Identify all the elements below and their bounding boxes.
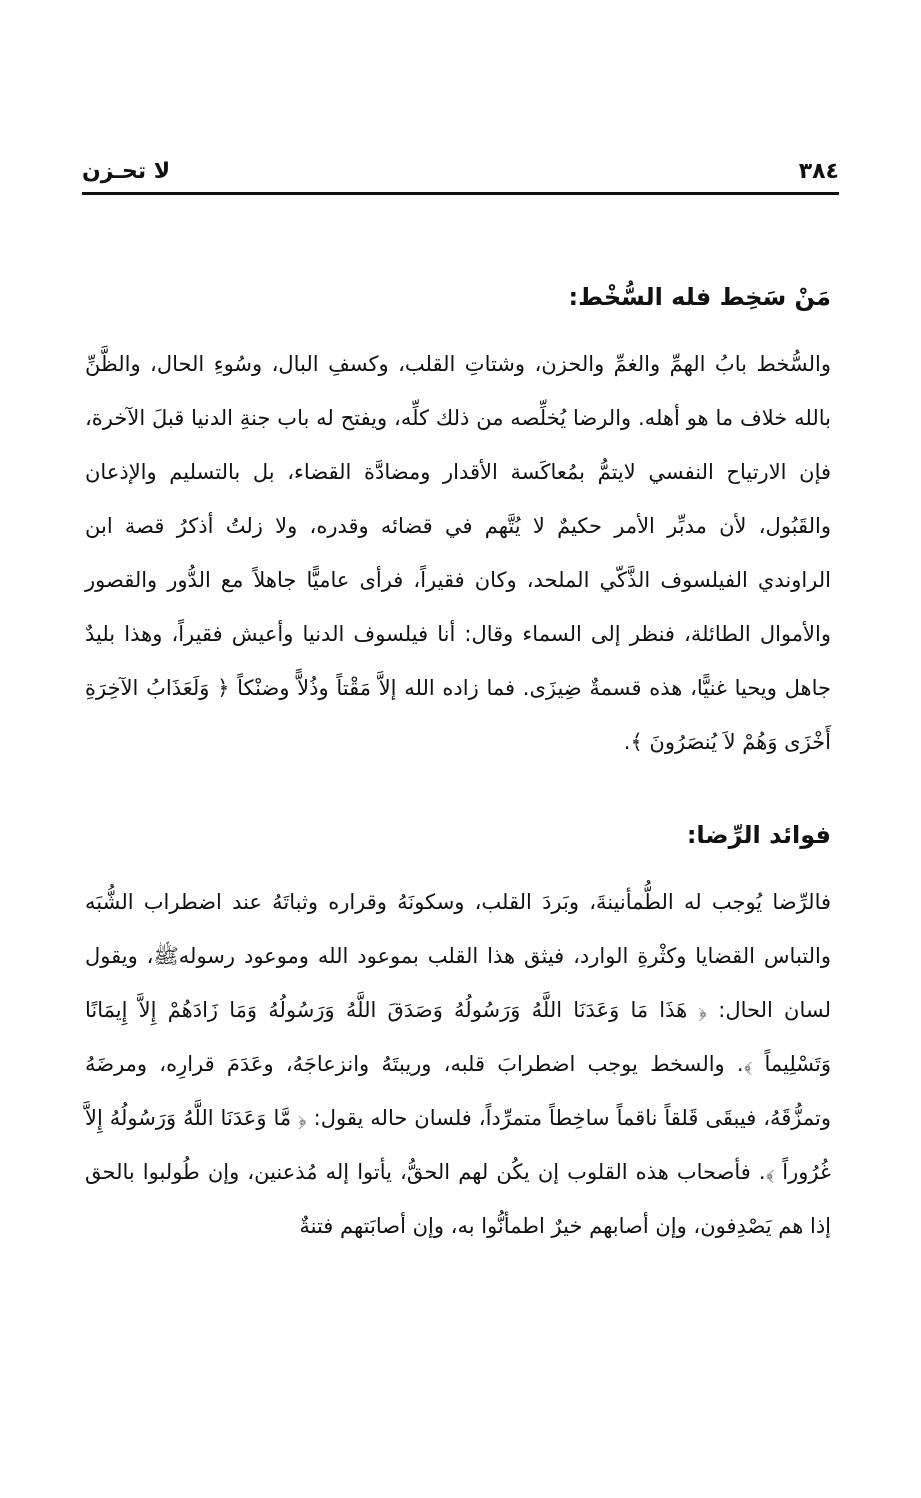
section-paragraph-discontent: والسُّخط بابُ الهمِّ والغمِّ والحزن، وشتاتِ القلب، وكسفِ البال، وسُوءِ الحال، والظَّنِّ بالله خلاف ما هو أهله. والرضا يُخلِّصه من ذلك كلِّه، ويفتح له باب جنةِ الدنيا قبلَ الآخرة، فإن الارتياح النفسي لايتمُّ بمُعاكَسة الأقدار ومضادَّة القضاء، بل بالتسليم والإذعان والقَبُول، لأن مدبِّر الأمر حكيمٌ لا يُتَّهم في قضائه وقدره، ولا زلتُ أذكرُ قصة ابن الراوندي الفيلسوف الذَّكّي الملحد، وكان فقيراً، فرأى عاميًّا جاهلاً مع الدُّور والقصور والأموال الطائلة، فنظر إلى السماء وقال: أنا فيلسوف الدنيا وأعيش فقيراً، وهذا بليدٌ جاهل ويحيا غنيًّا، هذه قسمةٌ ضِيزَى. فما زاده الله إلاَّ مَقْتاً وذُلاًّ وضنْكاً ﴿ وَلَعَذَابُ الآخِرَةِ أَخْزَى وَهُمْ لاَ يُنصَرُونَ ﴾. — [85, 352, 831, 754]
section-paragraph-benefits-of-contentment: فالرِّضا يُوجب له الطُّمأنينةَ، وبَردَ القلب، وسكونَهُ وقراره وثباتَهُ عند اضطراب الشُّبَه والتباس القضايا وكثْرةِ الوارد، فيثق هذا القلب بموعود الله وموعود رسولهﷺ، ويقول لسان الحال: ﴿ هَذَا مَا وَعَدَنَا اللَّهُ وَرَسُولُهُ وَصَدَقَ اللَّهُ وَرَسُولُهُ وَمَا زَادَهُمْ إِلاَّ إِيمَانًا وَتَسْلِيماً ﴾. والسخط يوجب اضطرابَ قلبه، وريبتَهُ وانزعاجَهُ، وعَدَمَ قرارِه، ومرضَهُ وتمزُّقَهُ، فيبقَى قَلقاً ناقماً ساخِطاً متمرِّداً، فلسان حاله يقول: ﴿ مَّا وَعَدَنَا اللَّهُ وَرَسُولُهُ إِلاَّ غُرُوراً ﴾. فأصحاب هذه القلوب إن يكُن لهم الحقُّ، يأتوا إله مُذعنين، وإن طُولبوا بالحق إذا هم يَصْدِفون، وإن أصابهم خيرٌ اطمأنُّوا به، وإن أصابَتهم فتنةٌ — [85, 890, 831, 1238]
page-number: ٣٨٤ — [798, 159, 839, 184]
section-heading-discontent: مَنْ سَخِط فله السُّخْط: — [568, 283, 831, 311]
header-divider — [82, 192, 839, 195]
section-spacer — [85, 769, 831, 813]
running-header — [82, 154, 839, 194]
page-content — [85, 275, 831, 1253]
book-title: لا تحـزن — [82, 159, 171, 184]
section-heading-benefits-of-contentment: فوائد الرِّضا: — [686, 821, 831, 849]
